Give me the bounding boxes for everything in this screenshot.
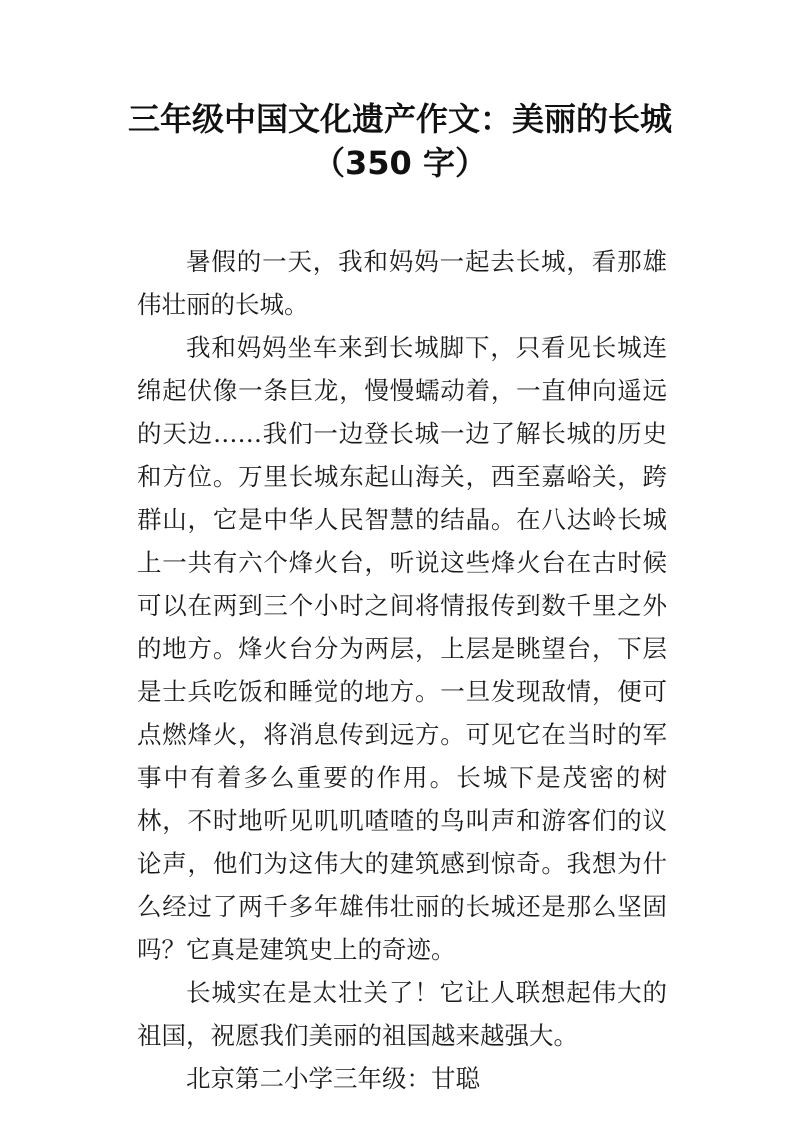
document-body <box>137 240 667 1100</box>
paragraph-conclusion: 长城实在是太壮关了！它让人联想起伟大的祖国，祝愿我们美丽的祖国越来越强大。 <box>137 978 667 1050</box>
paragraph-intro: 暑假的一天，我和妈妈一起去长城，看那雄伟壮丽的长城。 <box>137 247 667 319</box>
author-signature: 北京第二小学三年级：甘聪 <box>186 1064 480 1093</box>
paragraph-main: 我和妈妈坐车来到长城脚下，只看见长城连绵起伏像一条巨龙，慢慢蠕动着，一直伸向遥远的天边……我们一边登长城一边了解长城的历史和方位。万里长城东起山海关，西至嘉峪关，跨群山，它是中华人民智慧的结晶。在八达岭长城上一共有六个烽火台，听说这些烽火台在古时候可以在两到三个小时之间将情报传到数千里之外的地方。烽火台分为两层，上层是眺望台，下层是士兵吃饭和睡觉的地方。一旦发现敌情，便可点燃烽火，将消息传到远方。可见它在当时的军事中有着多么重要的作用。长城下是茂密的树林，不时地听见叽叽喳喳的鸟叫声和游客们的议论声，他们为这伟大的建筑感到惊奇。我想为什么经过了两千多年雄伟壮丽的长城还是那么坚固吗？它真是建筑史上的奇迹。 <box>137 333 667 964</box>
document-title: 三年级中国文化遗产作文：美丽的长城（350 字） <box>127 100 672 182</box>
